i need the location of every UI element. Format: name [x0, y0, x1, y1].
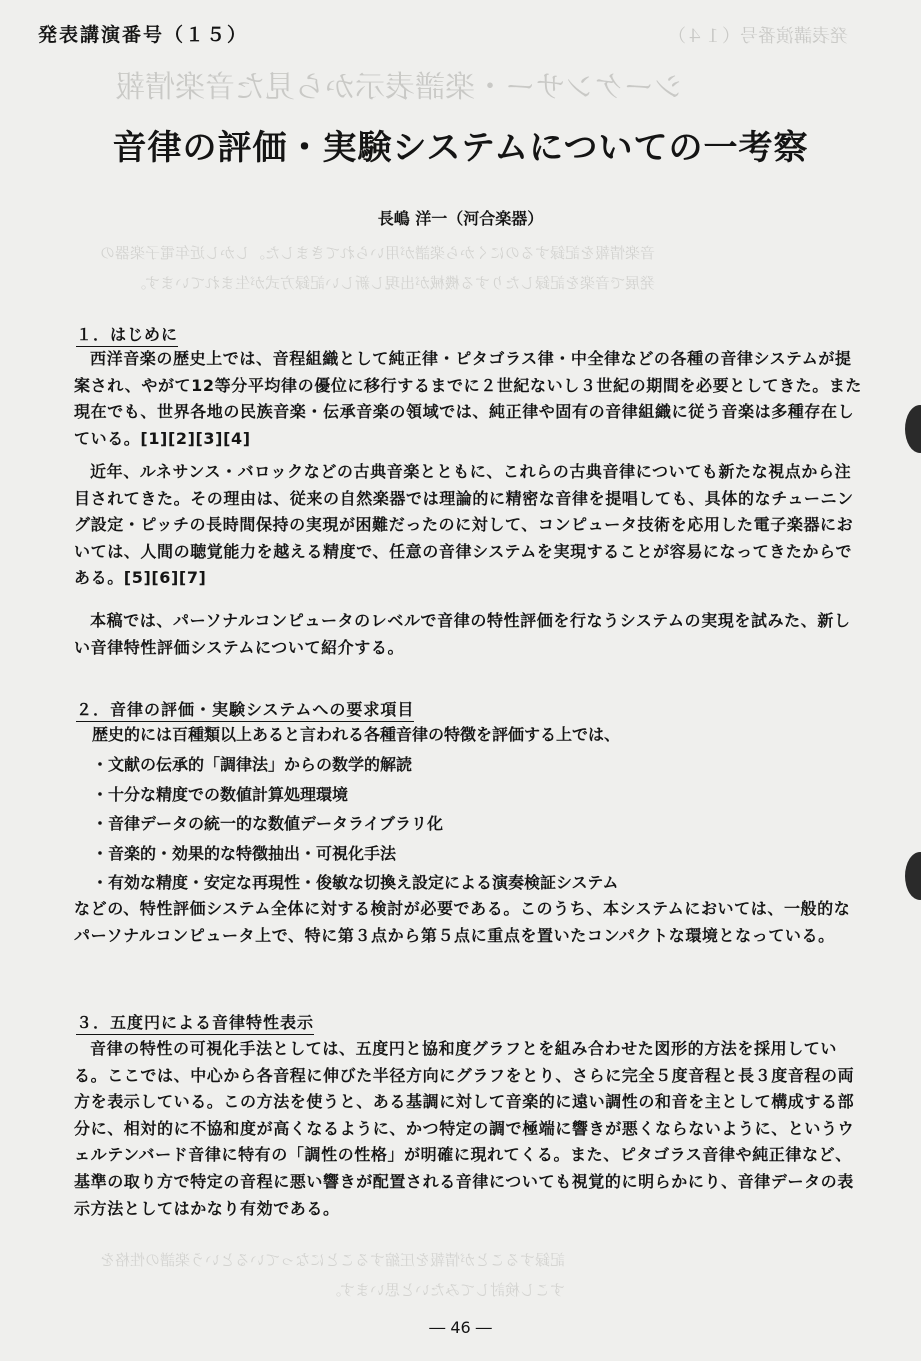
bleed-through-corner: 発表講演番号（１４） [668, 26, 848, 47]
paragraph-intro-3: 本稿では、パーソナルコンピュータのレベルで音律の特性評価を行なうシステムの実現を試みた、新しい音律特性評価システムについて紹介する。 [74, 611, 851, 657]
paragraph-circle-of-fifths: 音律の特性の可視化手法としては、五度円と協和度グラフとを組み合わせた図形的方法を採用している。ここでは、中心から各音程に伸びた半径方向にグラフをとり、さらに完全５度音程と長３度音程の両方を表示している。この方法を使うと、ある基調に対して音楽的に遠い調性の和音を主として構成する部分に、相対的に不協和度が高くなるように、かつ特定の調で極端に響きが悪くならないように、というウェルテンバード音律に特有の「調性の性格」が明確に現れてくる。また、ピタゴラス音律や純正律など、基準の取り方で特定の音程に悪い響きが配置される音律についても視覚的に明らかにり、音律データの表示方法としてはかなり有効である。 [74, 1039, 855, 1218]
paper-title: 音律の評価・実験システムについての一考察 [112, 128, 809, 168]
bleed-through-lines-2: 記録することが情報を圧縮することになっているという楽譜の性格を すこし検討してみたいと思います。 [100, 1251, 566, 1299]
paragraph-intro-1: 西洋音楽の歴史上では、音程組織として純正律・ピタゴラス律・中全律などの各種の音律システムが提案され、やがて12等分平均律の優位に移行するまでに２世紀ないし３世紀の期間を必要としてきた。また現在でも、世界各地の民族音楽・伝承音楽の領域では、純正律や固有の音律組織に従う音楽は多種存在している。[1][2][3][4] [74, 349, 863, 448]
page-number: ― 46 ― [429, 1318, 492, 1337]
requirement-item: ・文献の伝承的「調律法」からの数学的解読 [92, 755, 413, 774]
paragraph-requirements-closing: などの、特性評価システム全体に対する検討が必要である。このうち、本システムにおいては、一般的なパーソナルコンピュータ上で、特に第３点から第５点に重点を置いたコンパクトな環境となっている。 [74, 899, 851, 945]
requirement-item: ・有効な精度・安定な再現性・俊敏な切換え設定による演奏検証システム [92, 873, 619, 892]
binder-hole-mark [905, 852, 921, 900]
requirement-item: ・音律データの統一的な数値データライブラリ化 [92, 814, 444, 833]
requirements-list [92, 750, 618, 898]
requirement-item: ・十分な精度での数値計算処理環境 [92, 784, 349, 804]
requirements-intro: 歴史的には百種類以上あると言われる各種音律の特徴を評価する上では、 [92, 725, 621, 744]
section-heading-requirements: ２．音律の評価・実験システムへの要求項目 [76, 697, 414, 722]
bleed-through-lines: 音楽情報を記録するのにくから楽譜が用いられてきました。しかし近年電子楽器の 発展で音楽を記録したりする機械が出現し新しい記録方式が生まれています。 [100, 244, 656, 292]
paragraph-intro-2: 近年、ルネサンス・バロックなどの古典音楽とともに、これらの古典音律についても新たな視点から注目されてきた。その理由は、従来の自然楽器では理論的に精密な音律を提唱しても、具体的なチューニング設定・ピッチの長時間保持の実現が困難だったのに対して、コンピュータ技術を応用した電子楽器においては、人間の聴覚能力を越える精度で、任意の音律システムを実現することが容易になってきたからである。[5][6][7] [74, 462, 854, 588]
section-heading-introduction: １．はじめに [76, 322, 178, 347]
talk-number: 発表講演番号（１５） [38, 24, 249, 46]
section-heading-circle-of-fifths: ３．五度円による音律特性表示 [76, 1010, 314, 1035]
bleed-through-heading: シーケンサー・楽譜表示から見た音楽情報 [115, 70, 684, 105]
author-line: 長嶋 洋一（河合楽器） [377, 209, 544, 228]
binder-hole-mark [905, 405, 921, 453]
requirement-item: ・音楽的・効果的な特徴抽出・可視化手法 [92, 843, 397, 863]
